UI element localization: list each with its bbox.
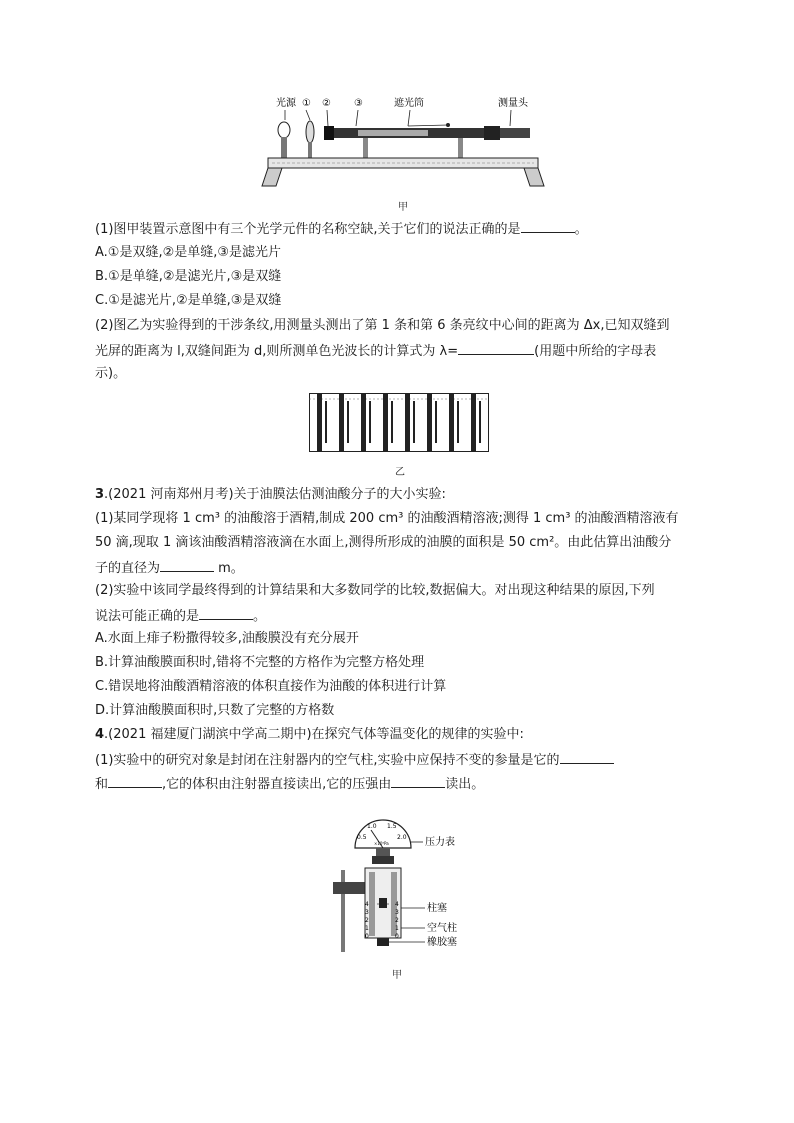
- svg-text:1.5: 1.5: [387, 823, 397, 830]
- svg-text:1: 1: [395, 925, 399, 932]
- q3-part1-line2: 50 滴,现取 1 滴该油酸酒精溶液滴在水面上,测得所形成的油膜的面积是 50 cm²。由此估算出油酸分: [95, 535, 672, 550]
- label-air-column: 空气柱: [427, 923, 457, 934]
- label-c2: ②: [322, 98, 331, 109]
- figure-caption-jia-1: 甲: [398, 202, 408, 213]
- svg-text:1.0: 1.0: [367, 823, 377, 830]
- double-slit-apparatus-figure: [258, 92, 548, 192]
- answer-blank[interactable]: [391, 775, 445, 788]
- answer-blank[interactable]: [199, 607, 253, 620]
- q4-part1-line2: 和 ,它的体积由注射器直接读出,它的压强由 读出。: [95, 777, 485, 792]
- label-head: 测量头: [498, 98, 528, 109]
- svg-text:0.5: 0.5: [357, 834, 367, 841]
- svg-text:0: 0: [395, 933, 399, 940]
- q3-option-a: A.水面上痱子粉撒得较多,油酸膜没有充分展开: [95, 631, 359, 646]
- q3-part2-line2: 说法可能正确的是 。: [95, 609, 267, 624]
- q2-part2-line2: 光屏的距离为 l,双缝间距为 d,则所测单色光波长的计算式为 λ= (用题中所给的字母表: [95, 344, 657, 359]
- svg-text:2: 2: [395, 917, 399, 924]
- label-tube: 遮光筒: [394, 98, 424, 109]
- svg-text:1: 1: [365, 925, 369, 932]
- figure-caption-yi: 乙: [395, 467, 405, 478]
- answer-blank[interactable]: [560, 751, 614, 764]
- q3-option-b: B.计算油酸膜面积时,错将不完整的方格作为完整方格处理: [95, 655, 425, 670]
- q4-part1-line1: (1)实验中的研究对象是封闭在注射器内的空气柱,实验中应保持不变的参量是它的: [95, 751, 614, 769]
- svg-text:2.0: 2.0: [397, 834, 407, 841]
- interference-fringe-figure: [309, 393, 489, 453]
- answer-blank[interactable]: [108, 775, 162, 788]
- q3-option-c: C.错误地将油酸酒精溶液的体积直接作为油酸的体积进行计算: [95, 679, 447, 694]
- svg-text:3: 3: [365, 909, 369, 916]
- q2-part2-line3: 示)。: [95, 366, 127, 381]
- answer-blank[interactable]: [458, 342, 534, 355]
- svg-text:3: 3: [395, 909, 399, 916]
- svg-text:×10⁵Pa: ×10⁵Pa: [374, 841, 389, 846]
- q2-option-c: C.①是滤光片,②是单缝,③是双缝: [95, 293, 282, 308]
- label-light-source: 光源: [276, 98, 296, 109]
- answer-blank[interactable]: [160, 559, 214, 572]
- svg-text:0: 0: [365, 933, 369, 940]
- q2-option-a: A.①是双缝,②是单缝,③是滤光片: [95, 245, 282, 260]
- q3-part1-line1: (1)某同学现将 1 cm³ 的油酸溶于酒精,制成 200 cm³ 的油酸酒精溶液;测得 1 cm³ 的油酸酒精溶液有: [95, 511, 679, 526]
- q3-part1-line3: 子的直径为 m。: [95, 561, 244, 576]
- figure-caption-jia-2: 甲: [392, 970, 402, 981]
- q3-title: 3.(2021 河南郑州月考)关于油膜法估测油酸分子的大小实验:: [95, 487, 446, 502]
- label-plunger: 柱塞: [427, 903, 447, 914]
- svg-text:4: 4: [395, 901, 399, 908]
- answer-blank[interactable]: [521, 220, 575, 233]
- label-c1: ①: [302, 98, 311, 109]
- q4-title: 4.(2021 福建厦门湖滨中学高二期中)在探究气体等温变化的规律的实验中:: [95, 727, 524, 742]
- q3-option-d: D.计算油酸膜面积时,只数了完整的方格数: [95, 703, 335, 718]
- label-stopper: 橡胶塞: [427, 937, 457, 948]
- svg-text:2: 2: [365, 917, 369, 924]
- q2-part2-line1: (2)图乙为实验得到的干涉条纹,用测量头测出了第 1 条和第 6 条亮纹中心间的距离为 Δx,已知双缝到: [95, 318, 670, 333]
- svg-text:4: 4: [365, 901, 369, 908]
- label-c3: ③: [354, 98, 363, 109]
- q2-option-b: B.①是单缝,②是滤光片,③是双缝: [95, 269, 282, 284]
- q2-part1: (1)图甲装置示意图中有三个光学元件的名称空缺,关于它们的说法正确的是 。: [95, 222, 588, 237]
- label-gauge: 压力表: [425, 837, 455, 848]
- syringe-gauge-figure: [325, 812, 475, 952]
- q3-part2-line1: (2)实验中该同学最终得到的计算结果和大多数同学的比较,数据偏大。对出现这种结果的原因,下列: [95, 583, 655, 598]
